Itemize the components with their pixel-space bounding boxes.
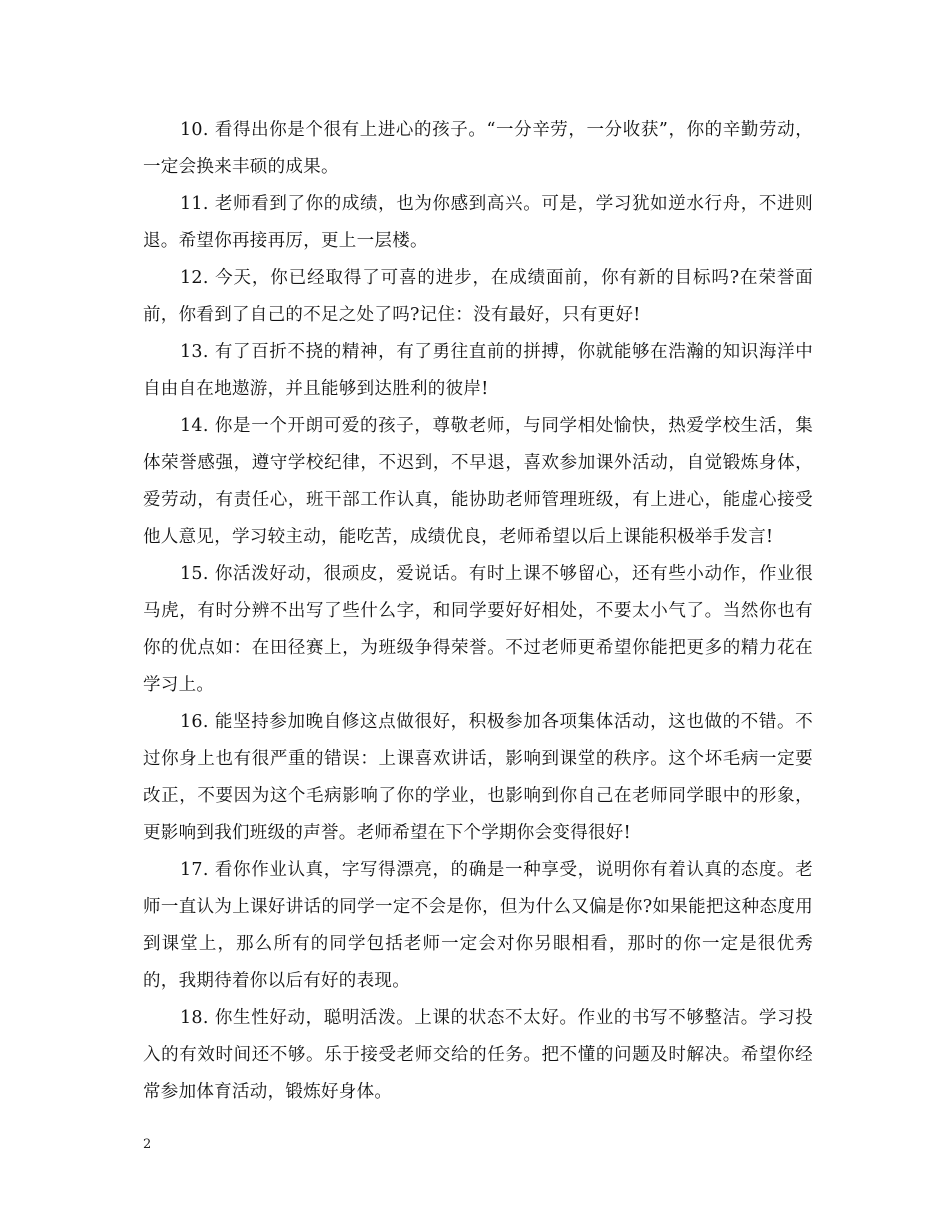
comment-paragraph-16: 16. 能坚持参加晚自修这点做很好，积极参加各项集体活动，这也做的不错。不过你身上也有很严重的错误：上课喜欢讲话，影响到课堂的秩序。这个坏毛病一定要改正，不要因为这个毛病影响了你的学业，也影响到你自己在老师同学眼中的形象，更影响到我们班级的声誉。老师希望在下个学期你会变得很好! bbox=[143, 712, 813, 843]
page-number: 2 bbox=[143, 1137, 152, 1152]
comment-paragraph-18: 18. 你生性好动，聪明活泼。上课的状态不太好。作业的书写不够整洁。学习投入的有效时间还不够。乐于接受老师交给的任务。把不懂的问题及时解决。希望你经常参加体育活动，锻炼好身体。 bbox=[143, 1008, 813, 1102]
comment-paragraph-12: 12. 今天，你已经取得了可喜的进步，在成绩面前，你有新的目标吗?在荣誉面前，你看到了自己的不足之处了吗?记住：没有最好，只有更好! bbox=[143, 268, 813, 325]
comment-paragraph-11: 11. 老师看到了你的成绩，也为你感到高兴。可是，学习犹如逆水行舟，不进则退。希望你再接再厉，更上一层楼。 bbox=[143, 194, 813, 251]
comment-paragraph-10: 10. 看得出你是个很有上进心的孩子。“一分辛劳，一分收获”，你的辛勤劳动，一定会换来丰硕的成果。 bbox=[143, 120, 813, 177]
comment-paragraph-14: 14. 你是一个开朗可爱的孩子，尊敬老师，与同学相处愉快，热爱学校生活，集体荣誉感强，遵守学校纪律，不迟到，不早退，喜欢参加课外活动，自觉锻炼身体，爱劳动，有责任心，班干部工作认真，能协助老师管理班级，有上进心，能虚心接受他人意见，学习较主动，能吃苦，成绩优良，老师希望以后上课能积极举手发言! bbox=[143, 416, 813, 547]
comment-paragraph-15: 15. 你活泼好动，很顽皮，爱说话。有时上课不够留心，还有些小动作，作业很马虎，有时分辨不出写了些什么字，和同学要好好相处，不要太小气了。当然你也有你的优点如：在田径赛上，为班级争得荣誉。不过老师更希望你能把更多的精力花在学习上。 bbox=[143, 564, 813, 695]
comment-paragraph-17: 17. 看你作业认真，字写得漂亮，的确是一种享受，说明你有着认真的态度。老师一直认为上课好讲话的同学一定不会是你，但为什么又偏是你?如果能把这种态度用到课堂上，那么所有的同学包括老师一定会对你另眼相看，那时的你一定是很优秀的，我期待着你以后有好的表现。 bbox=[143, 860, 813, 991]
comment-list bbox=[143, 112, 813, 1111]
comment-paragraph-13: 13. 有了百折不挠的精神，有了勇往直前的拼搏，你就能够在浩瀚的知识海洋中自由自在地遨游，并且能够到达胜利的彼岸! bbox=[143, 342, 813, 399]
